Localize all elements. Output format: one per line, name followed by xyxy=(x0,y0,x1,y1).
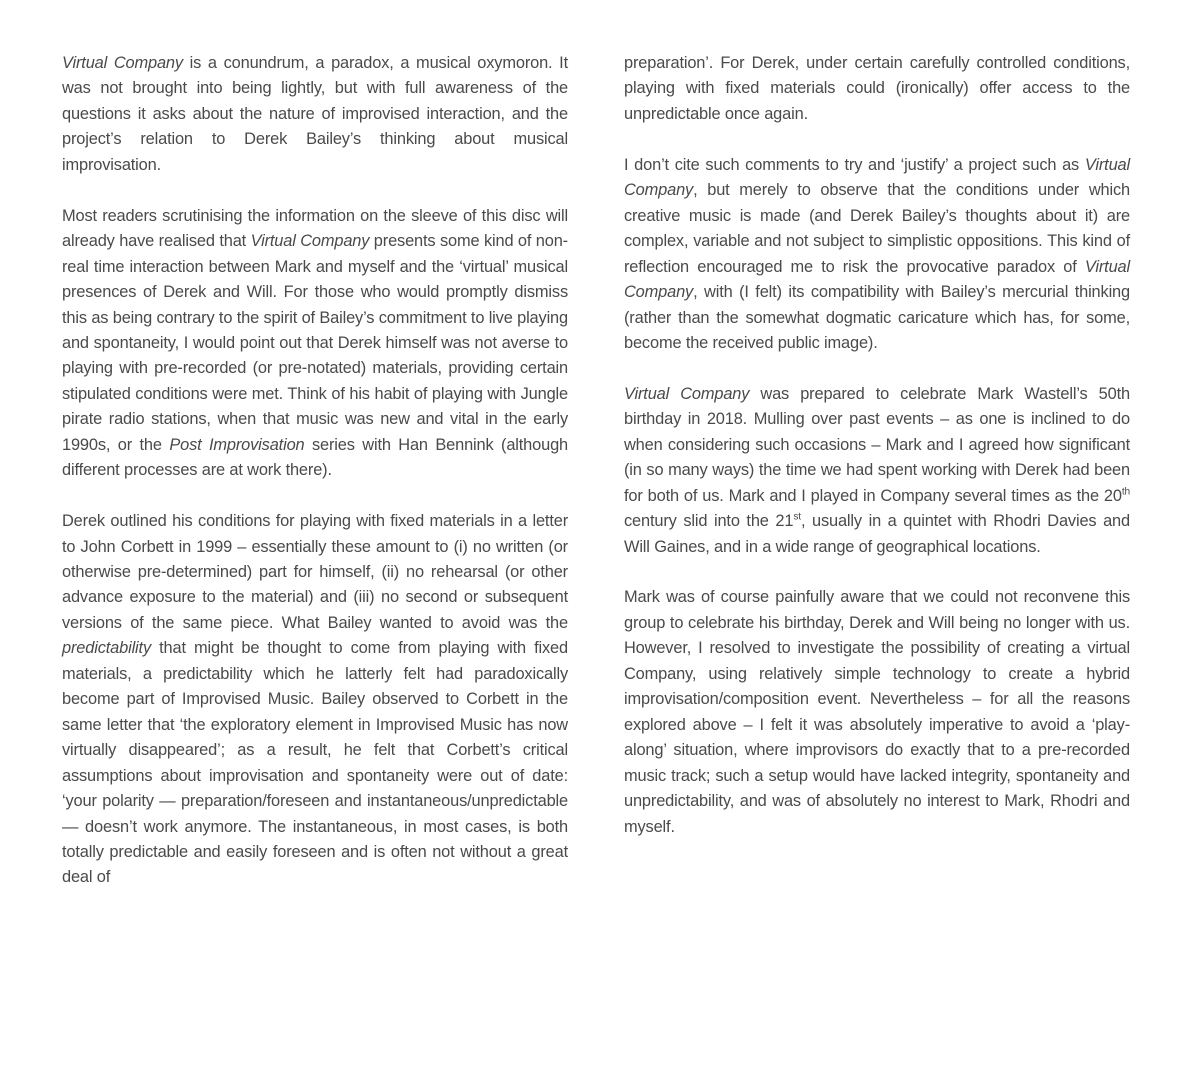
paragraph xyxy=(62,204,568,484)
italic-text: predictability xyxy=(62,639,152,658)
paragraph xyxy=(624,585,1130,840)
paragraph xyxy=(624,153,1130,357)
body-text: , with (I felt) its compatibility with Bailey’s mercurial thinking (rather than the somewhat dogmatic caricature which has, for some, become the received public image). xyxy=(624,283,1130,352)
italic-text: Post Improvisation xyxy=(169,435,305,454)
body-text: that might be thought to come from playing with fixed materials, a predictability which he latterly felt had paradoxically become part of Improvised Music. Bailey observed to Corbett in the same letter that ‘the exploratory element in Improvised Music has now virtually disappeared’; as a result, he felt that Corbett’s critical assumptions about improvisation and spontaneity were out of date: ‘your polarity — preparation/foreseen and instantaneous/unpredictable — doesn’t work anymore. The instantaneous, in most cases, is both totally predictable and easily foreseen and is often not without a great deal of xyxy=(62,639,568,887)
italic-text: Virtual Company xyxy=(62,54,183,72)
italic-text: Virtual Company xyxy=(624,155,1130,200)
italic-text: Virtual Company xyxy=(624,257,1130,302)
paragraph xyxy=(624,51,1130,127)
body-text: Most readers scrutinising the information on the sleeve of this disc will already have realised that xyxy=(62,206,568,251)
superscript-text: th xyxy=(1121,486,1130,498)
text-column-left xyxy=(62,51,568,1072)
paragraph xyxy=(62,51,568,178)
body-text: was prepared to celebrate Mark Wastell’s 50th birthday in 2018. Mulling over past events – as one is inclined to do when considering such occasions – Mark and I agreed how significant (in so many ways) the time we had spent working with Derek had been for both of us. Mark and I played in Company several times as the 20 xyxy=(624,384,1130,505)
italic-text: Virtual Company xyxy=(250,232,370,251)
body-text: Mark was of course painfully aware that we could not reconvene this group to celebrate his birthday, Derek and Will being no longer with us. However, I resolved to investigate the possibility of creating a virtual Company, using relatively simple technology to create a hybrid improvisation/composition event. Nevertheless – for all the reasons explored above – I felt it was absolutely imperative to avoid a ‘play-along’ situation, where improvisors do exactly that to a pre-recorded music track; such a setup would have lacked integrity, spontaneity and unpredictability, and was of absolutely no interest to Mark, Rhodri and myself. xyxy=(624,588,1130,836)
body-text: I don’t cite such comments to try and ‘justify’ a project such as xyxy=(624,155,1085,174)
body-text: presents some kind of non-real time interaction between Mark and myself and the ‘virtual’ musical presences of Derek and Will. For those who would promptly dismiss this as being contrary to the spirit of Bailey’s commitment to live playing and spontaneity, I would point out that Derek himself was not averse to playing with pre-recorded (or pre-notated) materials, providing certain stipulated conditions were met. Think of his habit of playing with Jungle pirate radio stations, when that music was new and vital in the early 1990s, or the xyxy=(62,232,568,454)
body-text: Derek outlined his conditions for playing with fixed materials in a letter to John Corbett in 1999 – essentially these amount to (i) no written (or otherwise pre-determined) part for himself, (ii) no rehearsal (or other advance exposure to the material) and (iii) no second or subsequent versions of the same piece. What Bailey wanted to avoid was the xyxy=(62,512,568,632)
body-text: , but merely to observe that the conditions under which creative music is made (and Derek Bailey’s thoughts about it) are complex, variable and not subject to simplistic oppositions. This kind of reflection encouraged me to risk the provocative paradox of xyxy=(624,181,1130,276)
body-text: series with Han Bennink (although different processes are at work there). xyxy=(62,435,569,480)
body-text: century slid into the 21 xyxy=(624,512,794,531)
body-text: is a conundrum, a paradox, a musical oxymoron. It was not brought into being lightly, but with full awareness of the questions it asks about the nature of improvised interaction, and the project’s relation to Derek Bailey’s thinking about musical improvisation. xyxy=(62,54,568,174)
body-text: , usually in a quintet with Rhodri Davies and Will Gaines, and in a wide range of geographical locations. xyxy=(624,512,1130,556)
text-column-right xyxy=(624,51,1130,1072)
paragraph xyxy=(62,509,568,891)
body-text: preparation’. For Derek, under certain carefully controlled conditions, playing with fixed materials could (ironically) offer access to the unpredictable once again. xyxy=(624,54,1130,123)
superscript-text: st xyxy=(793,511,801,523)
paragraph xyxy=(624,382,1130,560)
italic-text: Virtual Company xyxy=(624,384,750,403)
